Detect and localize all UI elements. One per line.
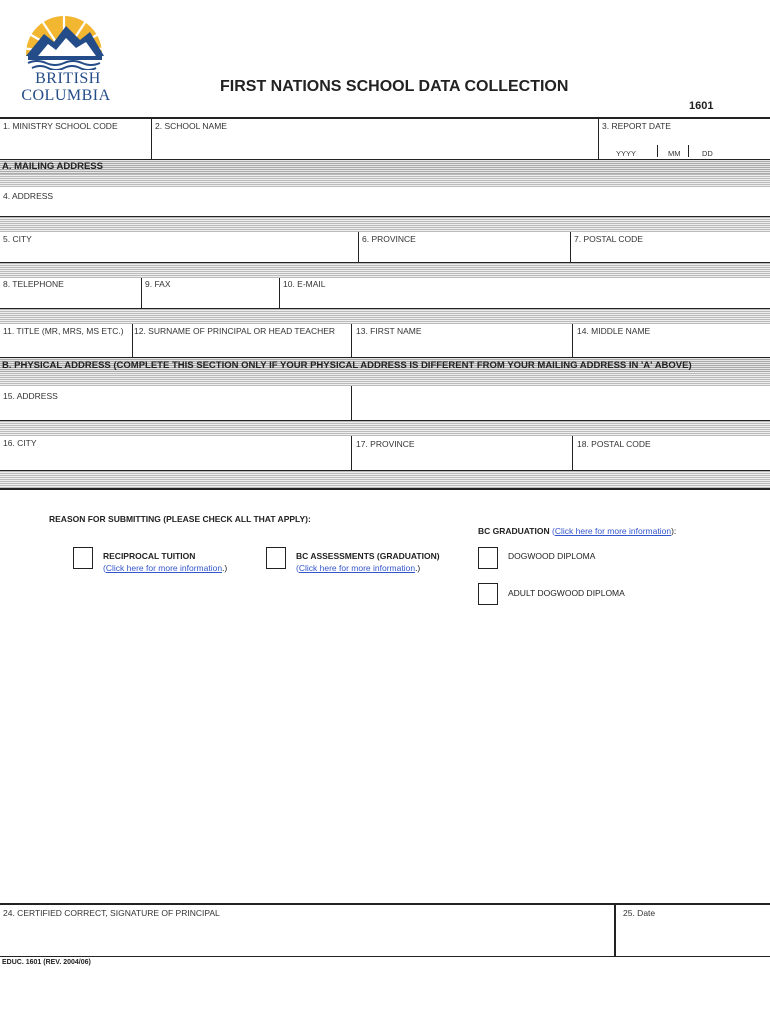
divider xyxy=(358,232,359,262)
bc-logo xyxy=(14,8,124,108)
reciprocal-tuition-info-link[interactable]: Click here for more information xyxy=(105,563,223,573)
adult-dogwood-diploma-label: ADULT DOGWOOD DIPLOMA xyxy=(508,588,625,598)
divider xyxy=(614,905,616,957)
divider xyxy=(657,145,658,157)
report-date-label: 3. REPORT DATE xyxy=(602,121,671,131)
dd-label: DD xyxy=(702,149,713,158)
divider xyxy=(351,324,352,357)
reciprocal-tuition-checkbox[interactable] xyxy=(73,547,93,569)
city-input[interactable] xyxy=(4,246,358,262)
telephone-label: 8. TELEPHONE xyxy=(3,279,64,289)
shade-strip xyxy=(0,471,770,488)
certified-label: 24. CERTIFIED CORRECT, SIGNATURE OF PRINCIPAL xyxy=(3,908,220,918)
paren: ( xyxy=(296,563,299,573)
physical-address-label: 15. ADDRESS xyxy=(3,391,58,401)
form-code: EDUC. 1601 (REV. 2004/06) xyxy=(2,959,91,966)
section-b-title: B. PHYSICAL ADDRESS (COMPLETE THIS SECTION ONLY IF YOUR PHYSICAL ADDRESS IS DIFFERENT FROM YOUR MAILING ADDRESS IN 'A' ABOVE) xyxy=(2,360,692,371)
physical-city-input[interactable] xyxy=(4,452,351,468)
dogwood-diploma-checkbox[interactable] xyxy=(478,547,498,569)
paren: .) xyxy=(222,563,228,573)
address-label: 4. ADDRESS xyxy=(3,191,54,201)
reason-heading: REASON FOR SUBMITTING (PLEASE CHECK ALL THAT APPLY): xyxy=(49,514,311,524)
row-rule xyxy=(0,488,770,490)
divider xyxy=(598,119,599,159)
signature-rule xyxy=(0,903,770,905)
paren: ( xyxy=(552,526,555,536)
middle-name-label: 14. MIDDLE NAME xyxy=(577,326,651,336)
postal-code-label: 7. POSTAL CODE xyxy=(574,234,643,244)
physical-postal-code-label: 18. POSTAL CODE xyxy=(577,439,651,449)
fax-input[interactable] xyxy=(145,292,279,308)
bc-graduation-title: BC GRADUATION xyxy=(478,526,550,536)
bc-assessments-checkbox[interactable] xyxy=(266,547,286,569)
surname-input[interactable] xyxy=(136,339,351,355)
divider xyxy=(132,324,133,357)
bc-assessments-info xyxy=(296,563,420,573)
reciprocal-tuition-info xyxy=(103,563,227,573)
signature-bottom-rule xyxy=(0,956,770,957)
middle-name-input[interactable] xyxy=(577,339,767,355)
section-a-title: A. MAILING ADDRESS xyxy=(2,161,103,172)
province-input[interactable] xyxy=(362,246,570,262)
yyyy-label: YYYY xyxy=(616,149,637,158)
dogwood-diploma-label: DOGWOOD DIPLOMA xyxy=(508,551,596,561)
school-name-label: 2. SCHOOL NAME xyxy=(155,121,227,131)
date-label: 25. Date xyxy=(623,908,656,918)
logo-text-columbia: COLUMBIA xyxy=(21,87,111,104)
divider xyxy=(141,278,142,308)
surname-label: 12. SURNAME OF PRINCIPAL OR HEAD TEACHER xyxy=(134,326,336,336)
telephone-input[interactable] xyxy=(4,292,141,308)
logo-text-british: BRITISH xyxy=(35,70,101,87)
divider xyxy=(572,324,573,357)
signature-input[interactable] xyxy=(4,925,614,955)
reciprocal-tuition-label: RECIPROCAL TUITION xyxy=(103,551,196,561)
physical-province-label: 17. PROVINCE xyxy=(356,439,415,449)
paren: ( xyxy=(103,563,106,573)
divider xyxy=(570,232,571,262)
form-title: FIRST NATIONS SCHOOL DATA COLLECTION xyxy=(220,78,569,95)
shade-strip xyxy=(0,263,770,278)
paren: ): xyxy=(671,526,677,536)
physical-city-label: 16. CITY xyxy=(3,438,37,448)
shade-strip xyxy=(0,174,770,187)
shade-strip xyxy=(0,217,770,232)
title-label: 11. TITLE (MR, MRS, MS ETC.) xyxy=(3,326,124,336)
shade-strip xyxy=(0,421,770,436)
bc-logo-emblem-icon xyxy=(14,8,124,70)
first-name-input[interactable] xyxy=(356,339,572,355)
bc-graduation-info-link[interactable]: Click here for more information xyxy=(554,526,672,536)
paren: .) xyxy=(415,563,421,573)
ministry-school-code-label: 1. MINISTRY SCHOOL CODE xyxy=(3,121,118,131)
shade-strip xyxy=(0,309,770,324)
report-date-yyyy-input[interactable] xyxy=(602,132,658,148)
bc-graduation-heading xyxy=(478,526,676,536)
report-date-dd-input[interactable] xyxy=(692,132,766,148)
physical-address-input[interactable] xyxy=(4,403,768,419)
divider xyxy=(572,436,573,470)
shade-strip xyxy=(0,372,770,386)
fax-label: 9. FAX xyxy=(145,279,171,289)
postal-code-input[interactable] xyxy=(574,246,768,262)
first-name-label: 13. FIRST NAME xyxy=(356,326,422,336)
email-label: 10. E-MAIL xyxy=(283,279,326,289)
signature-date-input[interactable] xyxy=(622,925,768,955)
province-label: 6. PROVINCE xyxy=(362,234,416,244)
form-number: 1601 xyxy=(689,100,714,112)
title-input[interactable] xyxy=(4,339,132,355)
top-rule xyxy=(0,117,770,119)
mm-label: MM xyxy=(668,149,681,158)
divider xyxy=(279,278,280,308)
report-date-mm-input[interactable] xyxy=(660,132,690,148)
physical-province-input[interactable] xyxy=(356,452,572,468)
divider xyxy=(351,436,352,470)
adult-dogwood-diploma-checkbox[interactable] xyxy=(478,583,498,605)
section-a-bar xyxy=(0,159,770,175)
physical-postal-code-input[interactable] xyxy=(577,452,767,468)
city-label: 5. CITY xyxy=(3,234,32,244)
school-name-input[interactable] xyxy=(156,134,598,156)
bc-assessments-label: BC ASSESSMENTS (GRADUATION) xyxy=(296,551,440,561)
ministry-school-code-input[interactable] xyxy=(4,134,152,156)
bc-assessments-info-link[interactable]: Click here for more information xyxy=(298,563,416,573)
divider xyxy=(688,145,689,157)
email-input[interactable] xyxy=(283,292,767,308)
